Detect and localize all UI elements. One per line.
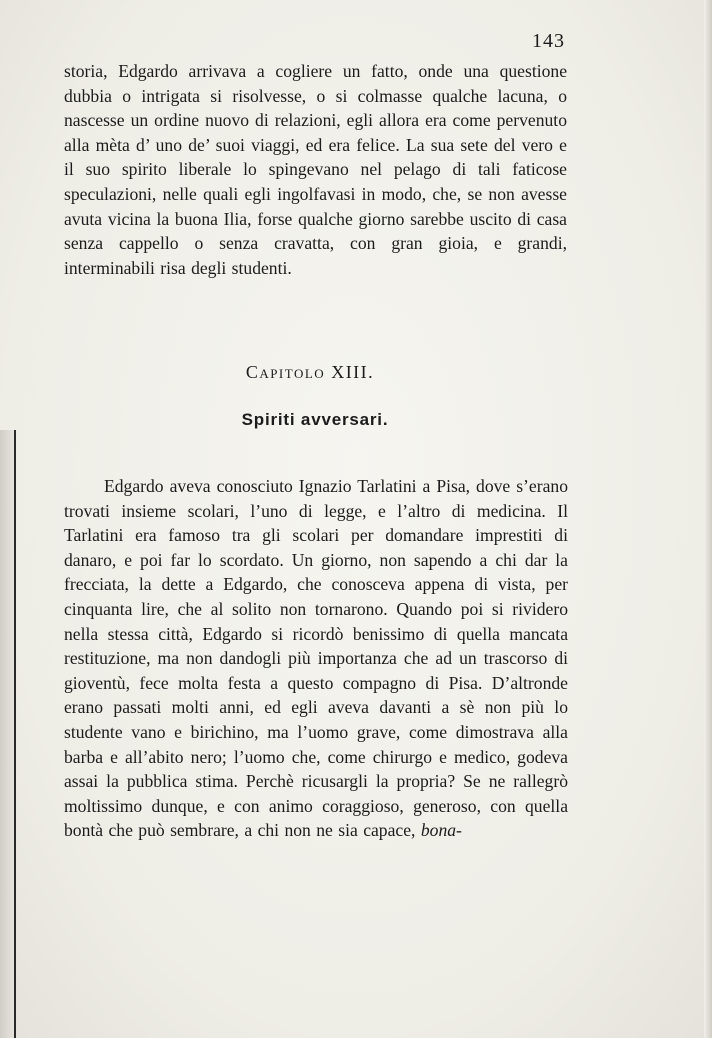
chapter-title: Spiriti avversari.: [241, 410, 389, 429]
main-paragraph-text: Edgardo aveva conosciuto Ignazio Tarlatini a Pisa, dove s’erano trovati insieme scolari, l’uno di legge, e l’altro di medicina. Il Tarlatini era famoso tra gli scolari per domandare imprestiti di danaro, e poi far lo scordato. Un giorno, non sapendo a chi dar la frecciata, la dette a Edgardo, che conosceva appena di vista, per cinquanta lire, che al solito non tornarono. Quando poi si rividero nella stessa città, Edgardo si ricordò benissimo di quella mancata restituzione, ma non dandogli più importanza che ad un trascorso di gioventù, fece molta festa a questo compagno di Pisa. D’altronde erano passati molti anni, ed egli aveva davanti a sè non più lo studente vano e birichino, ma l’uomo grave, come dimostrava alla barba e all’abito nero; l’uomo che, come chirurgo e medico, godeva assai la pubblica stima. Perchè ricusargli la propria? Se ne rallegrò moltissimo dunque, e con animo coraggioso, generoso, con quella bontà che può sembrare, a chi non ne sia capace,: [64, 476, 568, 841]
page-binding-edge: [0, 430, 16, 1038]
top-paragraph-text: storia, Edgardo arrivava a cogliere un fatto, onde una questione dubbia o intrigata si risolvesse, o si colmasse qualche lacuna, o nascesse un ordine nuovo di relazioni, egli allora era come pervenuto alla mèta d’ uno de’ suoi viaggi, ed era felice. La sua sete del vero e il suo spirito liberale lo spingevano nel pelago di tali faticose speculazioni, nelle quali egli ingolfavasi in modo, che, se non avesse avuta vicina la buona Ilia, forse qualche giorno sarebbe uscito di casa senza cappello o senza cravatta, con gran gioia, e grandi, interminabili risa degli studenti.: [64, 61, 567, 278]
chapter-number: Capitolo XIII.: [245, 362, 375, 382]
main-paragraph: [64, 474, 568, 843]
top-paragraph: [64, 59, 567, 280]
page-right-edge: [704, 0, 712, 1038]
main-paragraph-trailing-italic: bona-: [420, 820, 462, 841]
main-paragraph-body: [64, 474, 568, 843]
page-number: 143: [532, 30, 565, 52]
